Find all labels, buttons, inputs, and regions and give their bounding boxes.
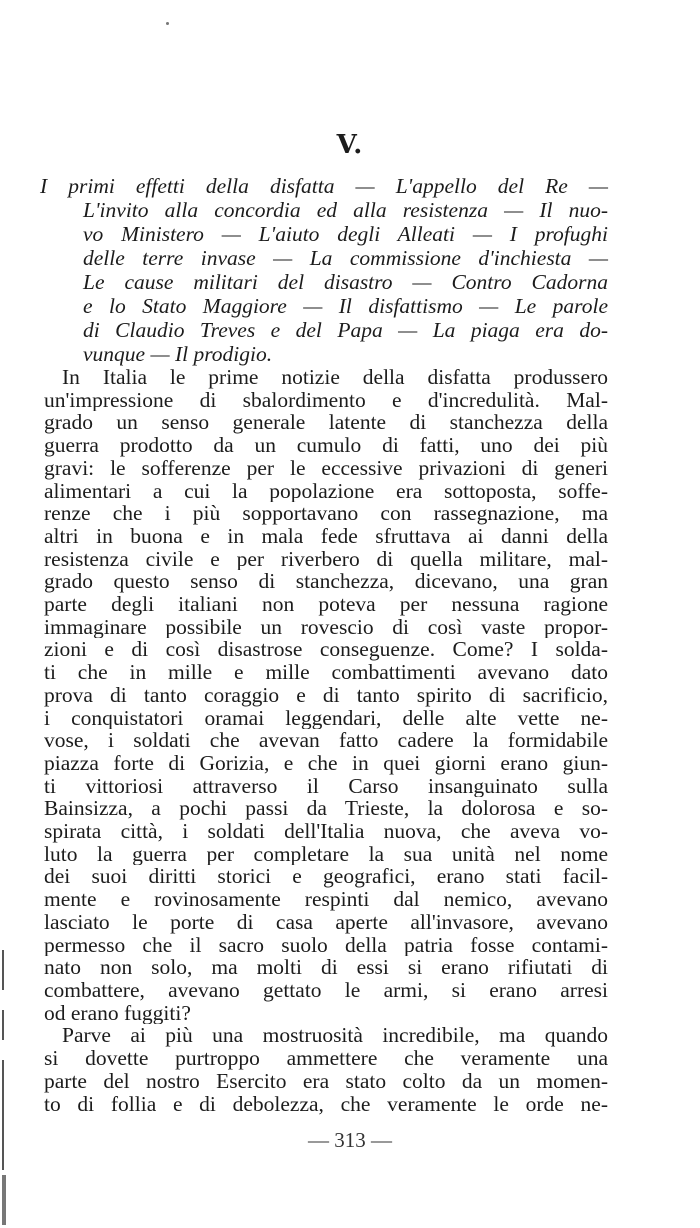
body-line: altri in buona e in mala fede sfruttava ai danni della bbox=[44, 524, 608, 548]
body-line: ti che in mille e mille combattimenti avevano dato bbox=[44, 661, 608, 684]
body-line: spirata città, i soldati dell'Italia nuova, che aveva vo- bbox=[44, 820, 608, 843]
body-line: combattere, avevano gettato le armi, si erano arresi bbox=[44, 978, 608, 1002]
body-line: dei suoi diritti storici e geografici, erano stati facil- bbox=[44, 865, 608, 889]
summary-line: di Claudio Treves e del Papa — La piaga era do- bbox=[83, 318, 608, 342]
summary-line: I primi effetti della disfatta — L'appello del Re — bbox=[40, 174, 608, 198]
body-line: un'impressione di sbalordimento e d'incredulità. Mal- bbox=[44, 388, 608, 412]
summary-line: L'invito alla concordia ed alla resistenza — Il nuo- bbox=[83, 198, 608, 222]
body-line: permesso che il sacro suolo della patria fosse contami- bbox=[44, 933, 608, 957]
body-line: zioni e di così disastrose conseguenze. Come? I solda- bbox=[44, 638, 608, 662]
margin-binding-mark bbox=[2, 950, 4, 990]
body-line: parte degli italiani non poteva per nessuna ragione bbox=[44, 593, 608, 616]
body-line: In Italia le prime notizie della disfatta produssero bbox=[62, 366, 608, 389]
body-line: vose, i soldati che avevan fatto cadere la formidabile bbox=[44, 729, 608, 752]
chapter-number: V. bbox=[336, 130, 364, 160]
summary-line: vunque — Il prodigio. bbox=[83, 342, 273, 366]
body-line: grado questo senso di stanchezza, dicevano, una gran bbox=[44, 570, 608, 594]
body-line: alimentari a cui la popolazione era sottoposta, soffe- bbox=[44, 479, 608, 503]
body-line: luto la guerra per completare la sua unità nel nome bbox=[44, 842, 608, 866]
margin-binding-mark bbox=[2, 1010, 4, 1040]
body-line: lasciato le porte di casa aperte all'invasore, avevano bbox=[44, 910, 608, 934]
body-text bbox=[44, 366, 608, 1115]
body-line: to di follia e di debolezza, che veramente le orde ne- bbox=[44, 1092, 608, 1116]
print-speck bbox=[166, 22, 169, 25]
body-line: ti vittoriosi attraverso il Carso insanguinato sulla bbox=[44, 774, 608, 798]
body-line: resistenza civile e per riverbero di quella militare, mal- bbox=[44, 547, 608, 571]
summary-line: delle terre invase — La commissione d'inchiesta — bbox=[83, 246, 608, 270]
body-line: prova di tanto coraggio e di tanto spirito di sacrificio, bbox=[44, 683, 608, 707]
body-line: guerra prodotto da un cumulo di fatti, uno dei più bbox=[44, 434, 608, 457]
chapter-summary bbox=[40, 174, 608, 366]
body-line: grado un senso generale latente di stanchezza della bbox=[44, 411, 608, 435]
body-line: nato non solo, ma molti di essi si erano rifiutati di bbox=[44, 956, 608, 979]
body-line: immaginare possibile un rovescio di così vaste propor- bbox=[44, 615, 608, 639]
body-line: gravi: le sofferenze per le eccessive privazioni di generi bbox=[44, 456, 608, 480]
body-line: mente e rovinosamente respinti dal nemico, avevano bbox=[44, 888, 608, 911]
margin-binding-mark bbox=[2, 1060, 4, 1170]
body-line: i conquistatori oramai leggendari, delle alte vette ne- bbox=[44, 706, 608, 730]
body-line: od erano fuggiti? bbox=[44, 1001, 191, 1025]
body-line: parte del nostro Esercito era stato colto da un momen- bbox=[44, 1069, 608, 1093]
page-number: — 313 — bbox=[308, 1128, 392, 1152]
body-line: piazza forte di Gorizia, e che in quei giorni erano giun- bbox=[44, 751, 608, 775]
body-line: Bainsizza, a pochi passi da Trieste, la dolorosa e so- bbox=[44, 797, 608, 821]
body-line: renze che i più sopportavano con rassegnazione, ma bbox=[44, 502, 608, 525]
margin-binding-mark bbox=[2, 1175, 6, 1225]
body-line: Parve ai più una mostruosità incredibile, ma quando bbox=[62, 1024, 608, 1048]
summary-line: Le cause militari del disastro — Contro Cadorna bbox=[83, 270, 608, 294]
summary-line: e lo Stato Maggiore — Il disfattismo — Le parole bbox=[83, 294, 608, 318]
summary-line: vo Ministero — L'aiuto degli Alleati — I profughi bbox=[83, 222, 608, 246]
body-line: si dovette purtroppo ammettere che veramente una bbox=[44, 1047, 608, 1070]
